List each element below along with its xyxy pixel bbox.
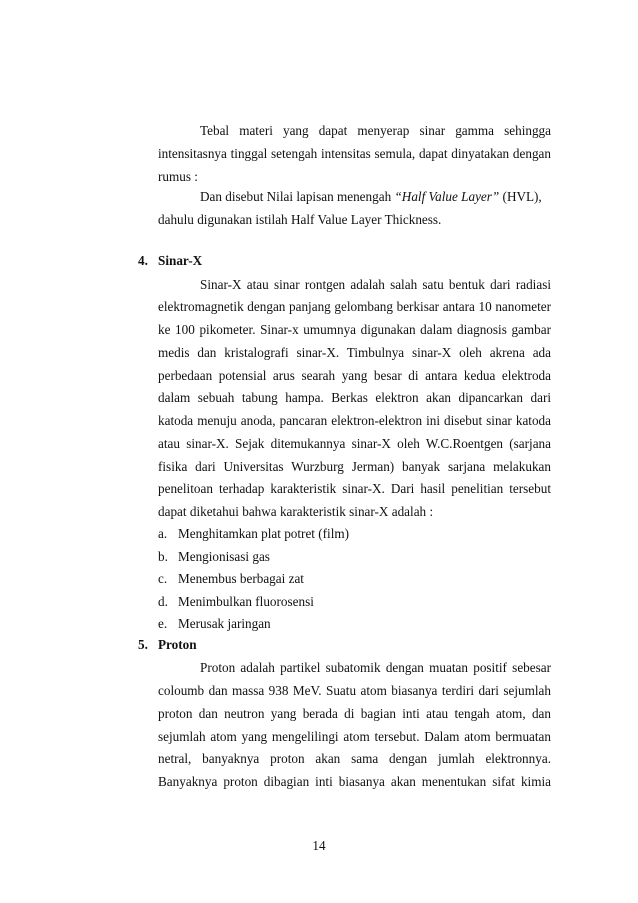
paragraph-line: atau sinar-X. Sejak ditemukannya sinar-X oleh W.C.Roentgen (sarjana <box>158 436 551 451</box>
list-marker: d. <box>158 594 168 609</box>
paragraph-line: penelitoan terhadap karakteristik sinar-X. Dari hasil penelitian tersebut <box>158 481 551 496</box>
hvl-italic-term: “Half Value Layer” <box>394 189 500 204</box>
paragraph-line: rumus : <box>158 169 198 184</box>
section-heading-sinar-x <box>138 253 202 269</box>
paragraph-line: dahulu digunakan istilah Half Value Layer Thickness. <box>158 212 442 227</box>
section-title: Proton <box>158 637 197 652</box>
paragraph-line: perbedaan potensial arus searah yang besar di antara kedua elektroda <box>158 368 551 383</box>
paragraph-line: Sinar-X atau sinar rontgen adalah salah satu bentuk dari radiasi <box>200 277 551 292</box>
hvl-prefix: Dan disebut Nilai lapisan menengah <box>200 189 395 204</box>
paragraph-line: Banyaknya proton dibagian inti biasanya akan menentukan sifat kimia <box>158 774 551 789</box>
section-number: 4. <box>138 253 148 268</box>
section-number: 5. <box>138 637 148 652</box>
paragraph-line: katoda menuju anoda, pancaran elektron-elektron ini disebut sinar katoda <box>158 413 551 428</box>
list-item <box>158 549 270 565</box>
paragraph-line: proton dan neutron yang berada di bagian inti atau tengah atom, dan <box>158 706 551 721</box>
hvl-suffix: (HVL), <box>499 189 542 204</box>
list-item <box>158 526 349 542</box>
list-item-text: Menembus berbagai zat <box>178 571 304 586</box>
paragraph-line <box>200 189 551 205</box>
paragraph-line: ke 100 pikometer. Sinar-x umumnya digunakan dalam diagnosis gambar <box>158 322 551 337</box>
paragraph-line: elektromagnetik dengan panjang gelombang berkisar antara 10 nanometer <box>158 299 551 314</box>
paragraph-line: dapat diketahui bahwa karakteristik sinar-X adalah : <box>158 504 434 519</box>
list-marker: e. <box>158 616 168 631</box>
paragraph-line: Tebal materi yang dapat menyerap sinar gamma sehingga <box>200 123 551 138</box>
list-item <box>158 594 314 610</box>
paragraph-line: medis dan kristalografi sinar-X. Timbulnya sinar-X oleh akrena ada <box>158 345 551 360</box>
paragraph-line: fisika dari Universitas Wurzburg Jerman) banyak sarjana melakukan <box>158 459 551 474</box>
paragraph-line: intensitasnya tinggal setengah intensitas semula, dapat dinyatakan dengan <box>158 146 551 161</box>
list-item-text: Merusak jaringan <box>178 616 271 631</box>
paragraph-line: dalam sebuah tabung hampa. Berkas elektron akan dipancarkan dari <box>158 390 551 405</box>
section-title: Sinar-X <box>158 253 203 268</box>
list-item-text: Menghitamkan plat potret (film) <box>178 526 350 541</box>
page-number: 14 <box>312 838 326 853</box>
list-marker: c. <box>158 571 168 586</box>
paragraph-line: coloumb dan massa 938 MeV. Suatu atom biasanya terdiri dari sejumlah <box>158 683 551 698</box>
section-heading-proton <box>138 637 197 653</box>
paragraph-line: sejumlah atom yang mengelilingi atom tersebut. Dalam atom bermuatan <box>158 729 551 744</box>
list-item-text: Menimbulkan fluorosensi <box>178 594 314 609</box>
paragraph-line: netral, banyaknya proton akan sama dengan jumlah elektronnya. <box>158 751 551 766</box>
list-marker: b. <box>158 549 168 564</box>
list-item-text: Mengionisasi gas <box>178 549 270 564</box>
list-item <box>158 616 271 632</box>
list-item <box>158 571 304 587</box>
paragraph-line: Proton adalah partikel subatomik dengan muatan positif sebesar <box>200 660 551 675</box>
list-marker: a. <box>158 526 168 541</box>
